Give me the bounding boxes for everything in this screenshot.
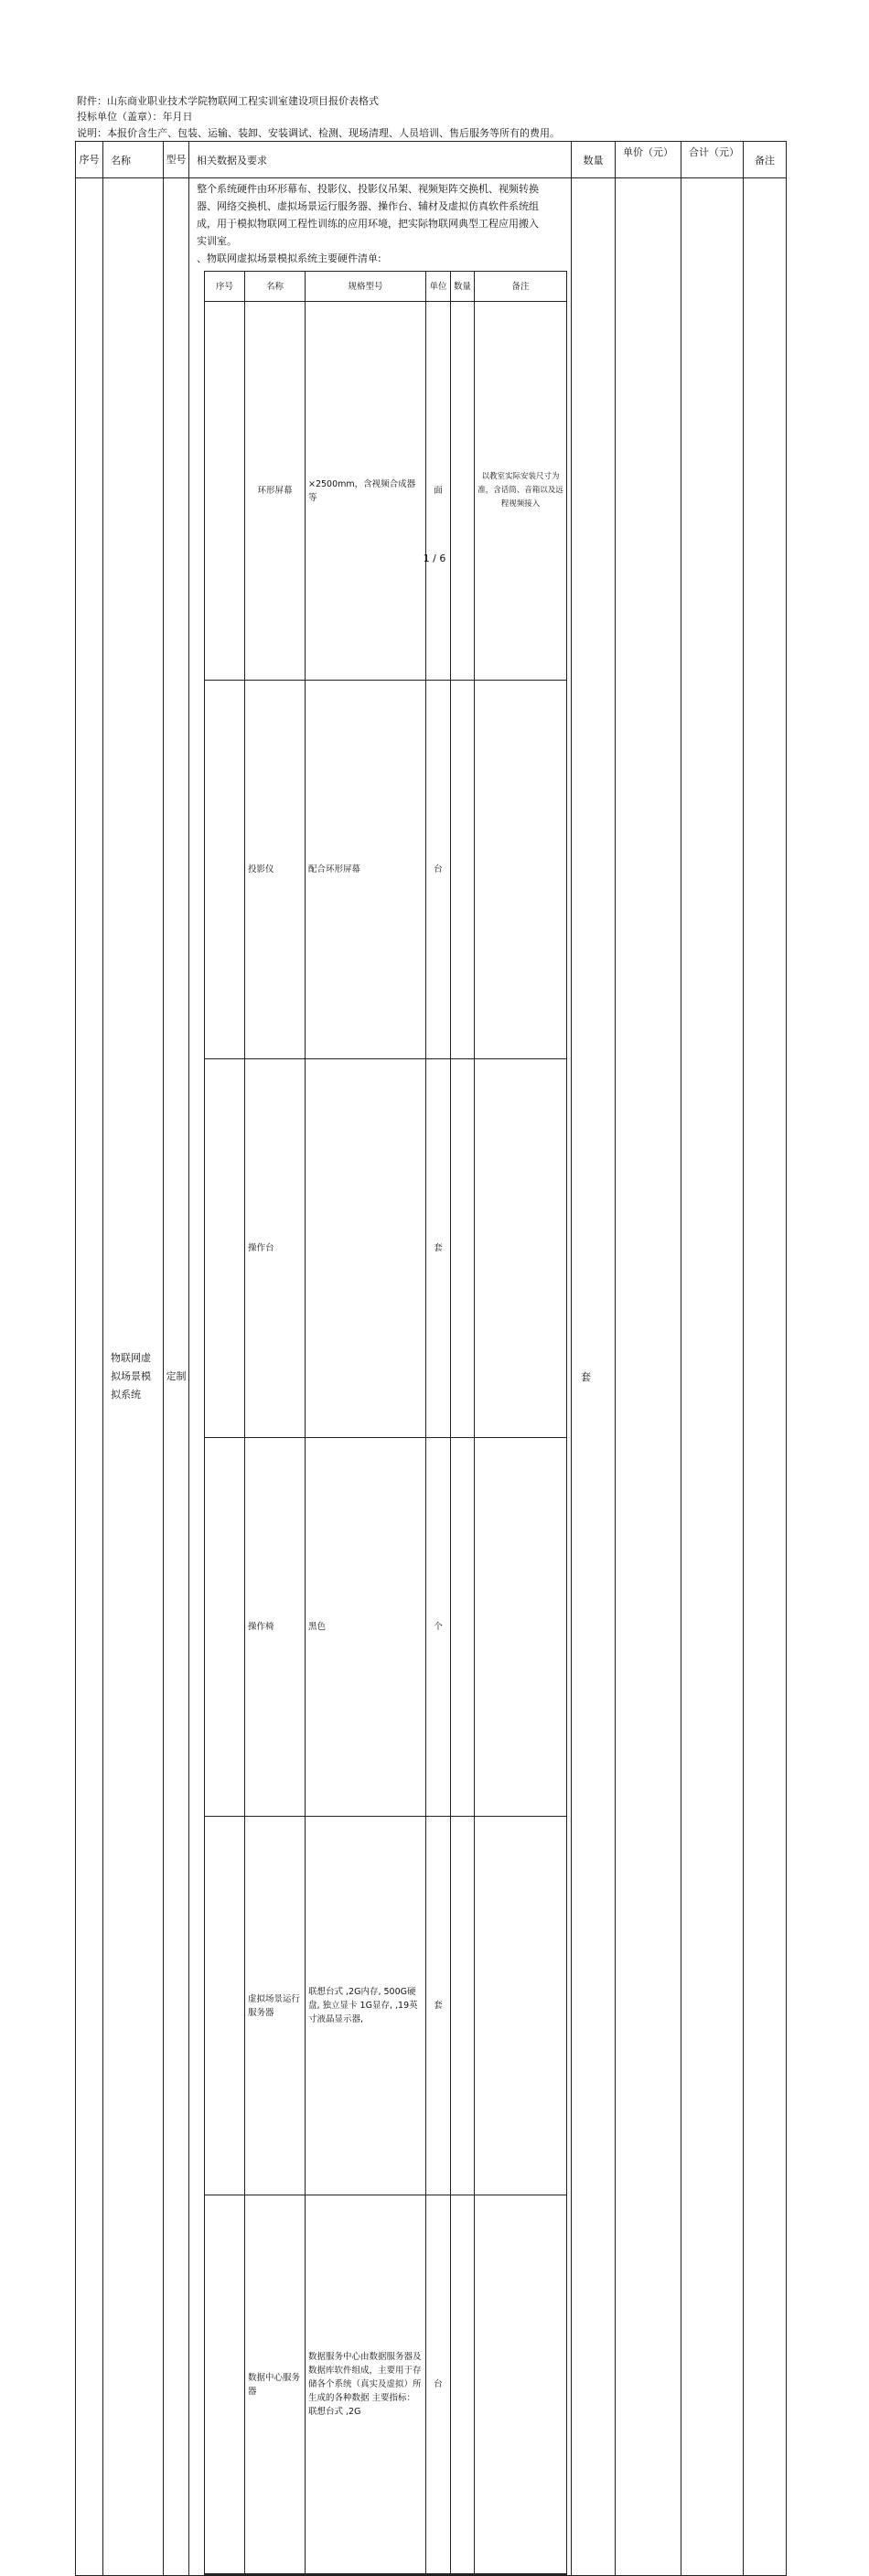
row-quantity: 套 — [572, 178, 616, 2576]
header-remark: 备注 — [744, 142, 787, 178]
row-seq — [76, 178, 103, 2576]
header-name: 名称 — [103, 142, 164, 178]
hw-name: 环形屏幕 — [245, 302, 306, 681]
desc-line: 成，用于模拟物联网工程性训练的应用环境，把实际物联网典型工程应用搬入 — [197, 218, 539, 230]
hw-spec: 配合环形屏幕 — [306, 681, 426, 1059]
hw-unit: 套 — [426, 1817, 451, 2195]
hw-qty — [451, 302, 475, 681]
page-number: 1 / 6 — [423, 553, 446, 564]
hw-header-name: 名称 — [245, 272, 306, 302]
hw-remark: 以教室实际安装尺寸为准，含话筒、音箱以及远程视频接入 — [475, 302, 567, 681]
hw-seq — [205, 302, 245, 681]
hw-header-spec: 规格型号 — [306, 272, 426, 302]
hw-header-unit: 单位 — [426, 272, 451, 302]
hardware-row — [205, 681, 567, 1059]
table-header-row — [76, 142, 787, 178]
hw-unit: 套 — [426, 1059, 451, 1438]
hw-name: 操作椅 — [245, 1438, 306, 1817]
hw-seq — [205, 681, 245, 1059]
hw-spec: 黑色 — [306, 1438, 426, 1817]
table-row — [76, 178, 787, 2576]
hw-name: 操作台 — [245, 1059, 306, 1438]
desc-line: 器、网络交换机、虚拟场景运行服务器、操作台、辅材及虚拟仿真软件系统组 — [197, 200, 539, 212]
hw-qty — [451, 1817, 475, 2195]
hw-seq — [205, 2195, 245, 2575]
hw-spec: 数据服务中心由数据服务器及数据库软件组成，主要用于存储各个系统（真实及虚拟）所生成的各种数据 主要指标：联想台式 ,2G — [306, 2195, 426, 2575]
hw-unit: 台 — [426, 2195, 451, 2575]
bidder-unit-line: 投标单位（盖章）：年月日 — [77, 111, 193, 123]
row-remark — [744, 178, 787, 2576]
hw-remark — [475, 681, 567, 1059]
quotation-table — [75, 141, 787, 2576]
hw-unit: 个 — [426, 1438, 451, 1817]
hardware-list-title: 、物联网虚拟场景模拟系统主要硬件清单: — [197, 252, 381, 264]
hw-header-remark: 备注 — [475, 272, 567, 302]
header-description: 相关数据及要求 — [189, 142, 572, 178]
hw-qty — [451, 2195, 475, 2575]
hw-remark — [475, 1438, 567, 1817]
hw-seq — [205, 1438, 245, 1817]
hw-remark — [475, 2195, 567, 2575]
hw-name: 数据中心服务器 — [245, 2195, 306, 2575]
hardware-row — [205, 1438, 567, 1817]
hw-remark — [475, 1059, 567, 1438]
hw-qty — [451, 1438, 475, 1817]
row-name-text: 物联网虚拟场景模拟系统 — [111, 1352, 151, 1401]
hardware-list-table — [204, 271, 567, 2575]
header-seq: 序号 — [76, 142, 103, 178]
hw-spec: ×2500mm，含视频合成器等 — [306, 302, 426, 681]
price-note: 说明：本报价含生产、包装、运输、装卸、安装调试、检测、现场清理、人员培训、售后服务等所有的费用。 — [77, 127, 560, 139]
header-model: 型号 — [164, 142, 189, 178]
hardware-row — [205, 1059, 567, 1438]
header-quantity: 数量 — [572, 142, 616, 178]
row-description — [189, 178, 572, 2576]
hw-seq — [205, 1059, 245, 1438]
hw-unit: 面 — [426, 302, 451, 681]
row-model: 定制 — [164, 178, 189, 2576]
hw-name: 投影仪 — [245, 681, 306, 1059]
row-name — [103, 178, 164, 2576]
hw-qty — [451, 1059, 475, 1438]
hw-spec — [306, 1059, 426, 1438]
header-total: 合计（元） — [681, 142, 744, 178]
header-unit-price: 单价（元） — [616, 142, 681, 178]
hardware-row — [205, 1817, 567, 2195]
hardware-row — [205, 302, 567, 681]
hw-spec: 联想台式 ,2G内存, 500G硬盘, 独立显卡 1G显存, ,19英寸液晶显示器, — [306, 1817, 426, 2195]
hw-remark — [475, 1817, 567, 2195]
hardware-row — [205, 2195, 567, 2575]
hw-unit: 台 — [426, 681, 451, 1059]
attachment-title: 附件：山东商业职业技术学院物联网工程实训室建设项目报价表格式 — [77, 95, 379, 107]
hw-name: 虚拟场景运行服务器 — [245, 1817, 306, 2195]
desc-line: 实训室。 — [197, 235, 237, 247]
hw-header-seq: 序号 — [205, 272, 245, 302]
desc-line: 整个系统硬件由环形幕布、投影仪、投影仪吊架、视频矩阵交换机、视频转换 — [197, 183, 539, 195]
row-unit-price — [616, 178, 681, 2576]
row-total — [681, 178, 744, 2576]
hw-header-qty: 数量 — [451, 272, 475, 302]
hardware-header-row — [205, 272, 567, 302]
hw-qty — [451, 681, 475, 1059]
hw-seq — [205, 1817, 245, 2195]
